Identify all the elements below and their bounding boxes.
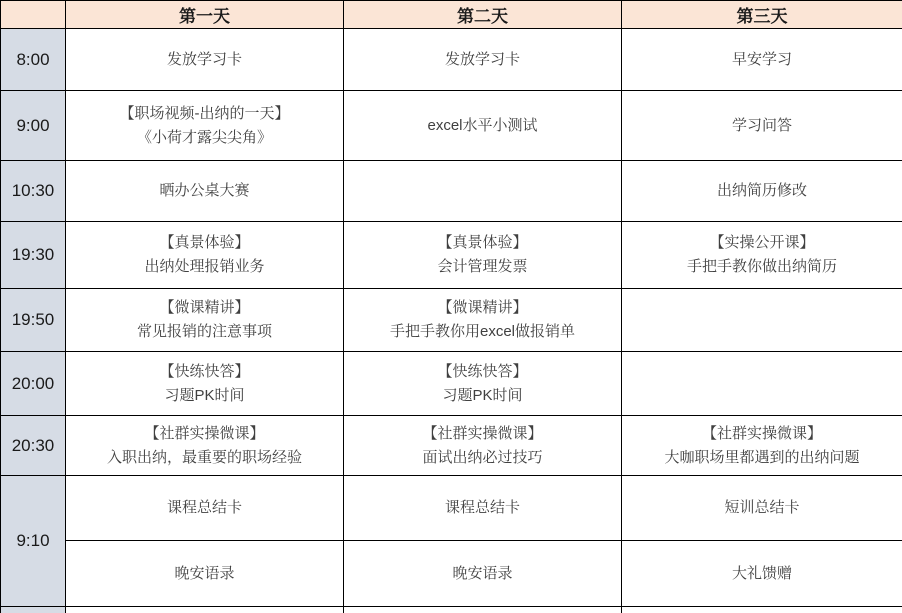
schedule-cell <box>66 476 344 541</box>
cell-line: 【社群实操微课】 <box>701 424 822 442</box>
cell-line: 出纳简历修改 <box>716 182 807 199</box>
cell-line: 【快练快答】 <box>159 362 250 380</box>
schedule-cell-empty <box>344 607 622 613</box>
cell-line: 常见报销的注意事项 <box>136 323 272 340</box>
cell-line: 入职出纳，最重要的职场经验 <box>106 448 302 466</box>
schedule-cell <box>622 161 902 222</box>
cell-line: 发放学习卡 <box>444 50 520 68</box>
header-corner-cell <box>1 1 66 29</box>
schedule-cell <box>66 222 344 289</box>
schedule-cell <box>344 91 622 161</box>
time-cell: 8:00 <box>1 29 66 91</box>
table-row-900 <box>1 91 902 161</box>
table-row-1930 <box>1 222 902 289</box>
cell-line: 【微课精讲】 <box>437 299 528 316</box>
cell-line: 【微课精讲】 <box>159 299 250 316</box>
schedule-cell <box>66 416 344 476</box>
cell-line: 【职场视频-出纳的一天】 <box>119 104 290 122</box>
schedule-cell <box>66 29 344 91</box>
cell-line: 晒办公桌大赛 <box>159 182 250 199</box>
schedule-cell-empty <box>66 607 344 613</box>
schedule-cell-empty <box>622 289 902 352</box>
time-cell: 9:00 <box>1 91 66 161</box>
schedule-cell <box>66 161 344 222</box>
time-cell: 9:10 <box>1 476 66 607</box>
header-day3: 第三天 <box>622 1 902 29</box>
time-cell <box>1 607 66 613</box>
schedule-cell <box>622 541 902 607</box>
cell-line: 早安学习 <box>731 50 792 68</box>
table-row-2030 <box>1 416 902 476</box>
time-cell: 20:00 <box>1 352 66 416</box>
cell-line: 【实操公开课】 <box>709 234 815 251</box>
schedule-cell <box>344 476 622 541</box>
cell-line: 发放学习卡 <box>166 50 242 68</box>
schedule-cell-empty <box>622 352 902 416</box>
schedule-cell <box>622 476 902 541</box>
cell-line: 【真景体验】 <box>437 234 528 251</box>
cell-line: 学习问答 <box>731 116 792 134</box>
cell-line: 短训总结卡 <box>724 499 800 516</box>
schedule-cell-empty <box>344 161 622 222</box>
cell-line: 大礼馈赠 <box>731 564 792 582</box>
header-day2: 第二天 <box>344 1 622 29</box>
schedule-cell <box>622 222 902 289</box>
schedule-cell <box>344 222 622 289</box>
schedule-cell <box>344 416 622 476</box>
schedule-cell <box>66 352 344 416</box>
cell-line: 会计管理发票 <box>437 258 528 275</box>
schedule-cell <box>344 289 622 352</box>
time-cell: 10:30 <box>1 161 66 222</box>
cell-line: 大咖职场里都遇到的出纳问题 <box>664 448 860 466</box>
time-cell: 19:50 <box>1 289 66 352</box>
table-row-2000 <box>1 352 902 416</box>
schedule-cell <box>622 416 902 476</box>
cell-line: 课程总结卡 <box>444 499 520 516</box>
schedule-cell <box>622 91 902 161</box>
schedule-cell <box>344 29 622 91</box>
cell-line: 习题PK时间 <box>442 386 523 404</box>
schedule-cell <box>344 541 622 607</box>
cell-line: 面试出纳必过技巧 <box>422 448 543 466</box>
header-day1: 第一天 <box>66 1 344 29</box>
cell-line: 晚安语录 <box>452 564 513 582</box>
cell-line: excel水平小测试 <box>427 116 538 134</box>
schedule-cell <box>66 541 344 607</box>
header-row <box>1 1 902 29</box>
cell-line: 手把手教你做出纳简历 <box>686 258 837 275</box>
table-row-1950 <box>1 289 902 352</box>
table-row-1030 <box>1 161 902 222</box>
cell-line: 手把手教你用excel做报销单 <box>389 323 576 340</box>
cell-line: 【社群实操微课】 <box>144 424 265 442</box>
cell-line: 出纳处理报销业务 <box>144 258 265 275</box>
table-row-910b <box>1 541 902 607</box>
cell-line: 课程总结卡 <box>166 499 242 516</box>
time-cell: 20:30 <box>1 416 66 476</box>
cell-line: 《小荷才露尖尖角》 <box>136 128 272 146</box>
schedule-cell <box>344 352 622 416</box>
cell-line: 晚安语录 <box>174 564 235 582</box>
cell-line: 【社群实操微课】 <box>422 424 543 442</box>
schedule-cell <box>66 91 344 161</box>
table-row-800 <box>1 29 902 91</box>
schedule-cell <box>66 289 344 352</box>
cell-line: 【真景体验】 <box>159 234 250 251</box>
cell-line: 习题PK时间 <box>164 386 245 404</box>
schedule-cell <box>622 29 902 91</box>
table-row-partial <box>1 607 902 613</box>
time-cell: 19:30 <box>1 222 66 289</box>
schedule-cell-empty <box>622 607 902 613</box>
cell-line: 【快练快答】 <box>437 362 528 380</box>
table-row-910a <box>1 476 902 541</box>
